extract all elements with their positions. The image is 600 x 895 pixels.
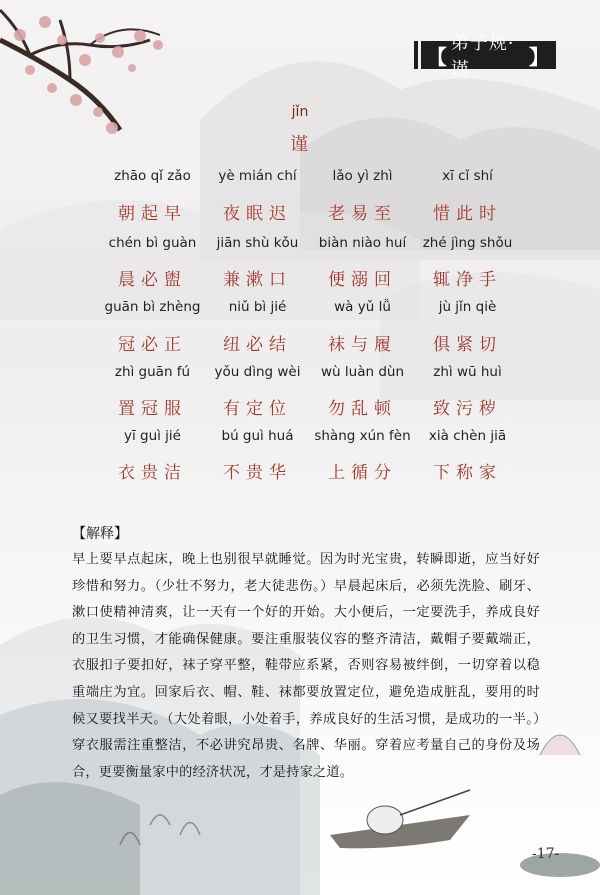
hanzi-cell: 便溺回: [328, 270, 397, 290]
pinyin-cell: jù jǐn qiè: [438, 299, 497, 315]
pinyin-cell: biàn niào huí: [318, 235, 407, 251]
hanzi-cell: 勿乱顿: [328, 399, 397, 419]
header-right-bracket: 】: [529, 44, 550, 69]
pinyin-cell: yè mián chí: [218, 168, 297, 184]
hanzi-row-1: [100, 199, 520, 224]
pinyin-row-2: [100, 235, 520, 251]
pinyin-cell: lǎo yì zhì: [332, 168, 393, 184]
pinyin-cell: guān bì zhèng: [104, 299, 201, 315]
hanzi-cell: 致污秽: [433, 399, 502, 419]
pinyin-row-5: [100, 428, 520, 444]
hanzi-cell: 不贵华: [223, 463, 292, 483]
title-pinyin: jǐn: [291, 104, 309, 120]
pinyin-row-1: [100, 168, 520, 184]
pinyin-cell: wà yǔ lǚ: [334, 299, 391, 315]
pinyin-cell: zhāo qǐ zǎo: [114, 168, 191, 184]
explanation-body: 早上要早点起床，晚上也别很早就睡觉。因为时光宝贵，转瞬即逝，应当好好珍惜和努力。（少壮不努力，老大徒悲伤。）早晨起床后，必须先洗脸、刷牙、漱口使精神清爽，让一天有一个好的开始。大小便后，一定要洗手，养成良好的卫生习惯，才能确保健康。要注重服装仪容的整齐清洁，戴帽子要戴端正，衣服扣子要扣好，袜子穿平整，鞋带应系紧，否则容易被绊倒，一切穿着以稳重端庄为宜。回家后衣、帽、鞋、袜都要放置定位，避免造成脏乱，要用的时候又要找半天。（大处着眼，小处着手，养成良好的生活习惯，是成功的一半。）穿衣服需注重整洁，不必讲究昂贵、名牌、华丽。穿着应考量自己的身份及场合，更要衡量家中的经济状况，才是持家之道。: [72, 552, 540, 780]
hanzi-cell: 袜与履: [328, 335, 397, 355]
hanzi-cell: 衣贵洁: [118, 463, 187, 483]
hanzi-cell: 上循分: [328, 463, 397, 483]
hanzi-cell: 朝起早: [118, 204, 187, 224]
pinyin-cell: shàng xún fèn: [314, 428, 411, 444]
hanzi-cell: 晨必盥: [118, 270, 187, 290]
hanzi-row-2: [100, 265, 520, 290]
pinyin-cell: yī guì jié: [123, 428, 181, 444]
hanzi-cell: 兼漱口: [223, 270, 292, 290]
header-box: [421, 33, 556, 80]
page-number: -17-: [532, 846, 560, 862]
hanzi-cell: 辄净手: [433, 270, 502, 290]
hanzi-cell: 置冠服: [118, 399, 187, 419]
hanzi-cell: 夜眠迟: [223, 204, 292, 224]
hanzi-cell: 纽必结: [223, 335, 292, 355]
hanzi-cell: 惜此时: [433, 204, 502, 224]
hanzi-cell: 有定位: [223, 399, 292, 419]
pinyin-cell: zhì wū huì: [433, 364, 502, 380]
pinyin-cell: yǒu dìng wèi: [214, 364, 301, 380]
pinyin-cell: niǔ bì jié: [228, 299, 287, 315]
pinyin-cell: zhé jìng shǒu: [422, 235, 513, 251]
pinyin-cell: xià chèn jiā: [428, 428, 507, 444]
header-left-bar: [414, 41, 418, 69]
header-title: 弟子规·谨: [450, 33, 515, 80]
section-header-tag: [414, 33, 556, 80]
pinyin-row-4: [100, 364, 520, 380]
hanzi-row-5: [100, 458, 520, 483]
explanation-heading: 【解释】: [72, 526, 128, 542]
hanzi-cell: 俱紧切: [433, 335, 502, 355]
hanzi-cell: 老易至: [328, 204, 397, 224]
title-hanzi: 谨: [290, 134, 310, 155]
pinyin-cell: xī cǐ shí: [442, 168, 493, 184]
header-left-bracket: 【: [426, 44, 448, 69]
pinyin-cell: zhì guān fú: [114, 364, 191, 380]
hanzi-cell: 冠必正: [118, 335, 187, 355]
pinyin-cell: jiān shù kǒu: [216, 235, 299, 251]
hanzi-cell: 下称家: [433, 463, 502, 483]
pinyin-cell: chén bì guàn: [108, 235, 197, 251]
pinyin-cell: bú guì huá: [221, 428, 294, 444]
pinyin-cell: wù luàn dùn: [321, 364, 404, 380]
hanzi-row-4: [100, 394, 520, 419]
hanzi-row-3: [100, 330, 520, 355]
pinyin-row-3: [100, 299, 520, 315]
